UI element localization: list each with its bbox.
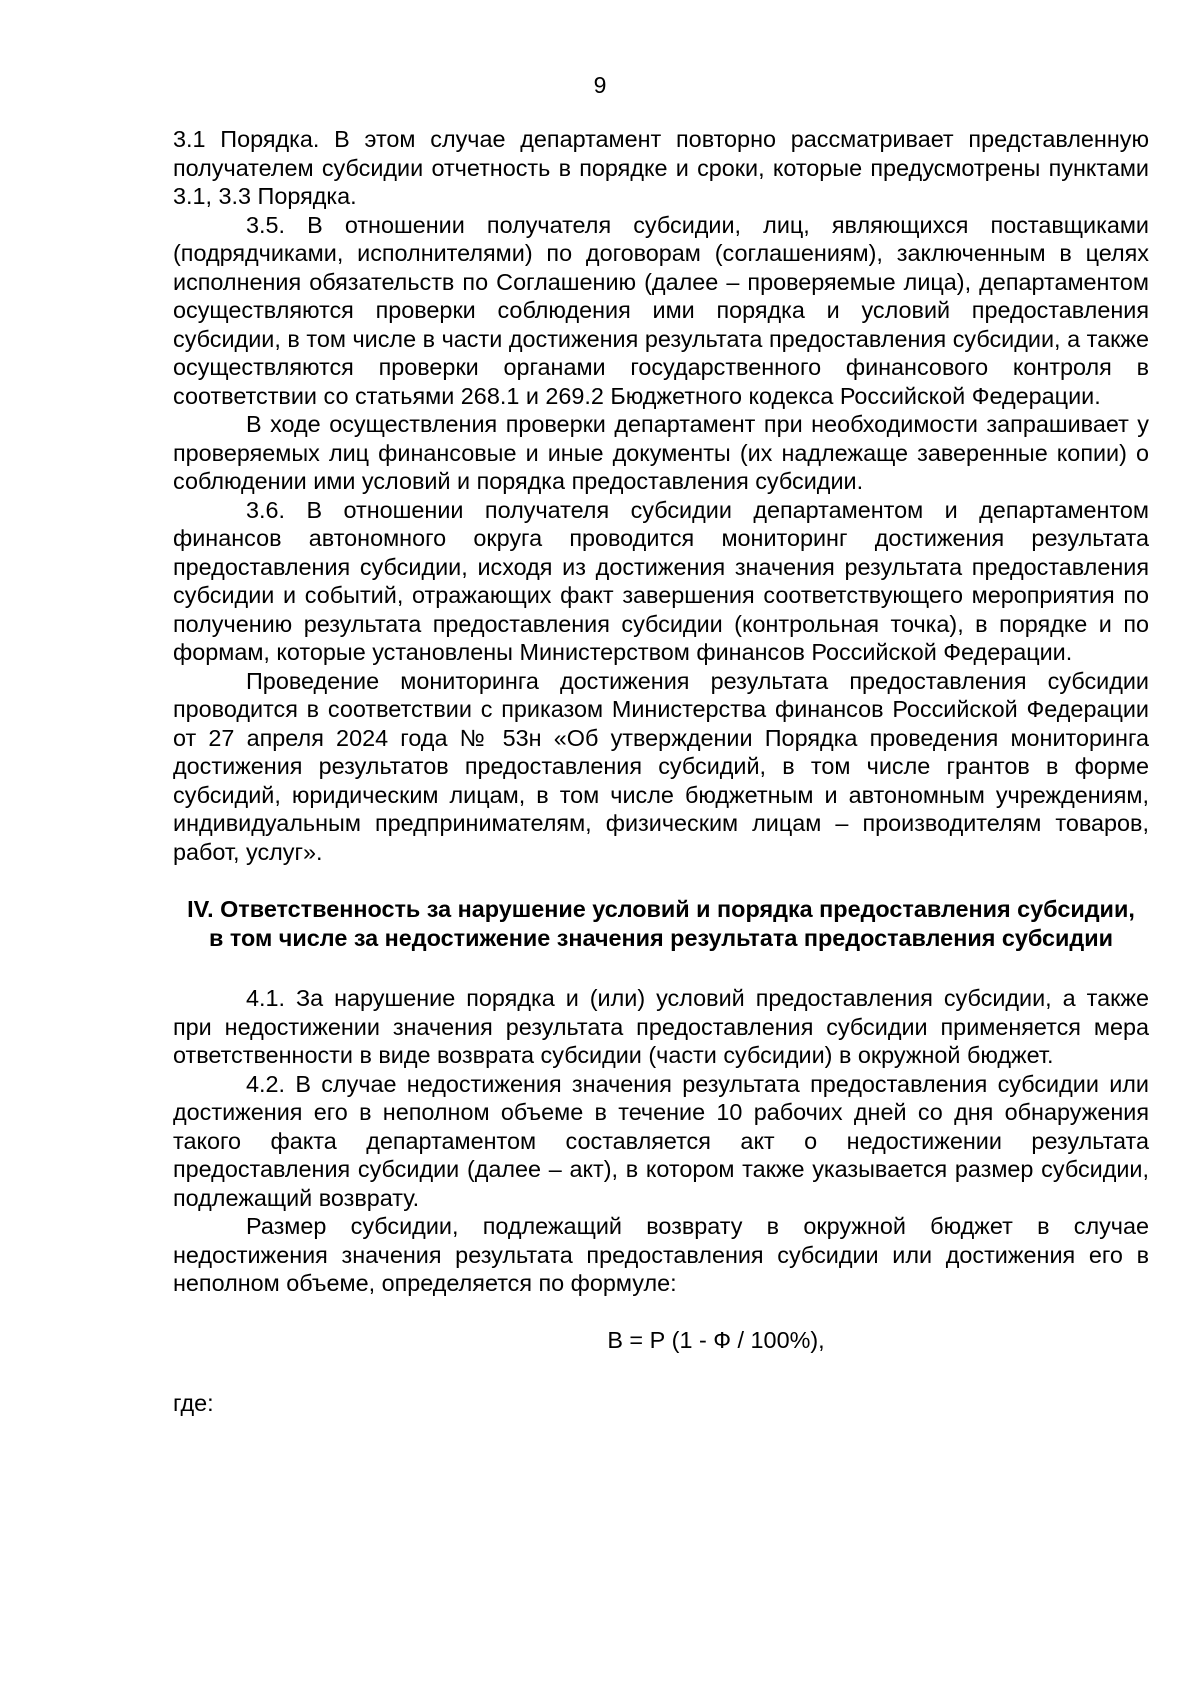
paragraph-3-5: 3.5. В отношении получателя субсидии, лиц, являющихся поставщиками (подрядчиками, исполнителями) по договорам (соглашениям), заключенным в целях исполнения обязательств по Соглашению (далее – проверяемые лица), департаментом осуществляются проверки соблюдения ими порядка и условий предоставления субсидии, в том числе в части достижения результата предоставления субсидии, а также осуществляются проверки органами государственного финансового контроля в соответствии со статьями 268.1 и 269.2 Бюджетного кодекса Российской Федерации.: [173, 211, 1149, 409]
page-number: 9: [593, 72, 607, 98]
paragraph-4-2: 4.2. В случае недостижения значения результата предоставления субсидии или достижения его в неполном объеме в течение 10 рабочих дней со дня обнаружения такого факта департаментом составляется акт о недостижении результата предоставления субсидии (далее – акт), в котором также указывается размер субсидии, подлежащий возврату.: [173, 1070, 1149, 1211]
paragraph-monitoring: Проведение мониторинга достижения результата предоставления субсидии проводится в соответствии с приказом Министерства финансов Российской Федерации от 27 апреля 2024 года № 53н «Об утверждении Порядка проведения мониторинга достижения результатов предоставления субсидий, в том числе грантов в форме субсидий, юридическим лицам, в том числе бюджетным и автономным учреждениям, индивидуальным предпринимателям, физическим лицам – производителям товаров, работ, услуг».: [173, 667, 1149, 865]
paragraph-check-request: В ходе осуществления проверки департамент при необходимости запрашивает у проверяемых лиц финансовые и иные документы (их надлежаще заверенные копии) о соблюдении ими условий и порядка предоставления субсидии.: [173, 411, 1149, 494]
document-body: [173, 125, 1149, 1418]
paragraph-3-6: 3.6. В отношении получателя субсидии департаментом и департаментом финансов автономного округа проводится мониторинг достижения результата предоставления субсидии, исходя из достижения значения результата предоставления субсидии и событий, отражающих факт завершения соответствующего мероприятия по получению результата предоставления субсидии (контрольная точка), в порядке и по формам, которые установлены Министерством финансов Российской Федерации.: [173, 496, 1149, 665]
refund-formula: В = Р (1 - Ф / 100%),: [607, 1326, 825, 1353]
heading-spacer: [173, 952, 1149, 984]
paragraph-continuation: 3.1 Порядка. В этом случае департамент повторно рассматривает представленную получателем субсидии отчетность в порядке и сроки, которые предусмотрены пунктами 3.1, 3.3 Порядка.: [173, 126, 1149, 209]
where-label: где:: [173, 1390, 214, 1416]
paragraph-refund-size: Размер субсидии, подлежащий возврату в окружной бюджет в случае недостижения значения результата предоставления субсидии или достижения его в неполном объеме, определяется по формуле:: [173, 1213, 1149, 1296]
section-heading: IV. Ответственность за нарушение условий и порядка предоставления субсидии, в том числе за недостижение значения результата предоставления субсидии: [187, 896, 1135, 951]
paragraph-4-1: 4.1. За нарушение порядка и (или) условий предоставления субсидии, а также при недостижении значения результата предоставления субсидии применяется мера ответственности в виде возврата субсидии (части субсидии) в окружной бюджет.: [173, 985, 1149, 1068]
